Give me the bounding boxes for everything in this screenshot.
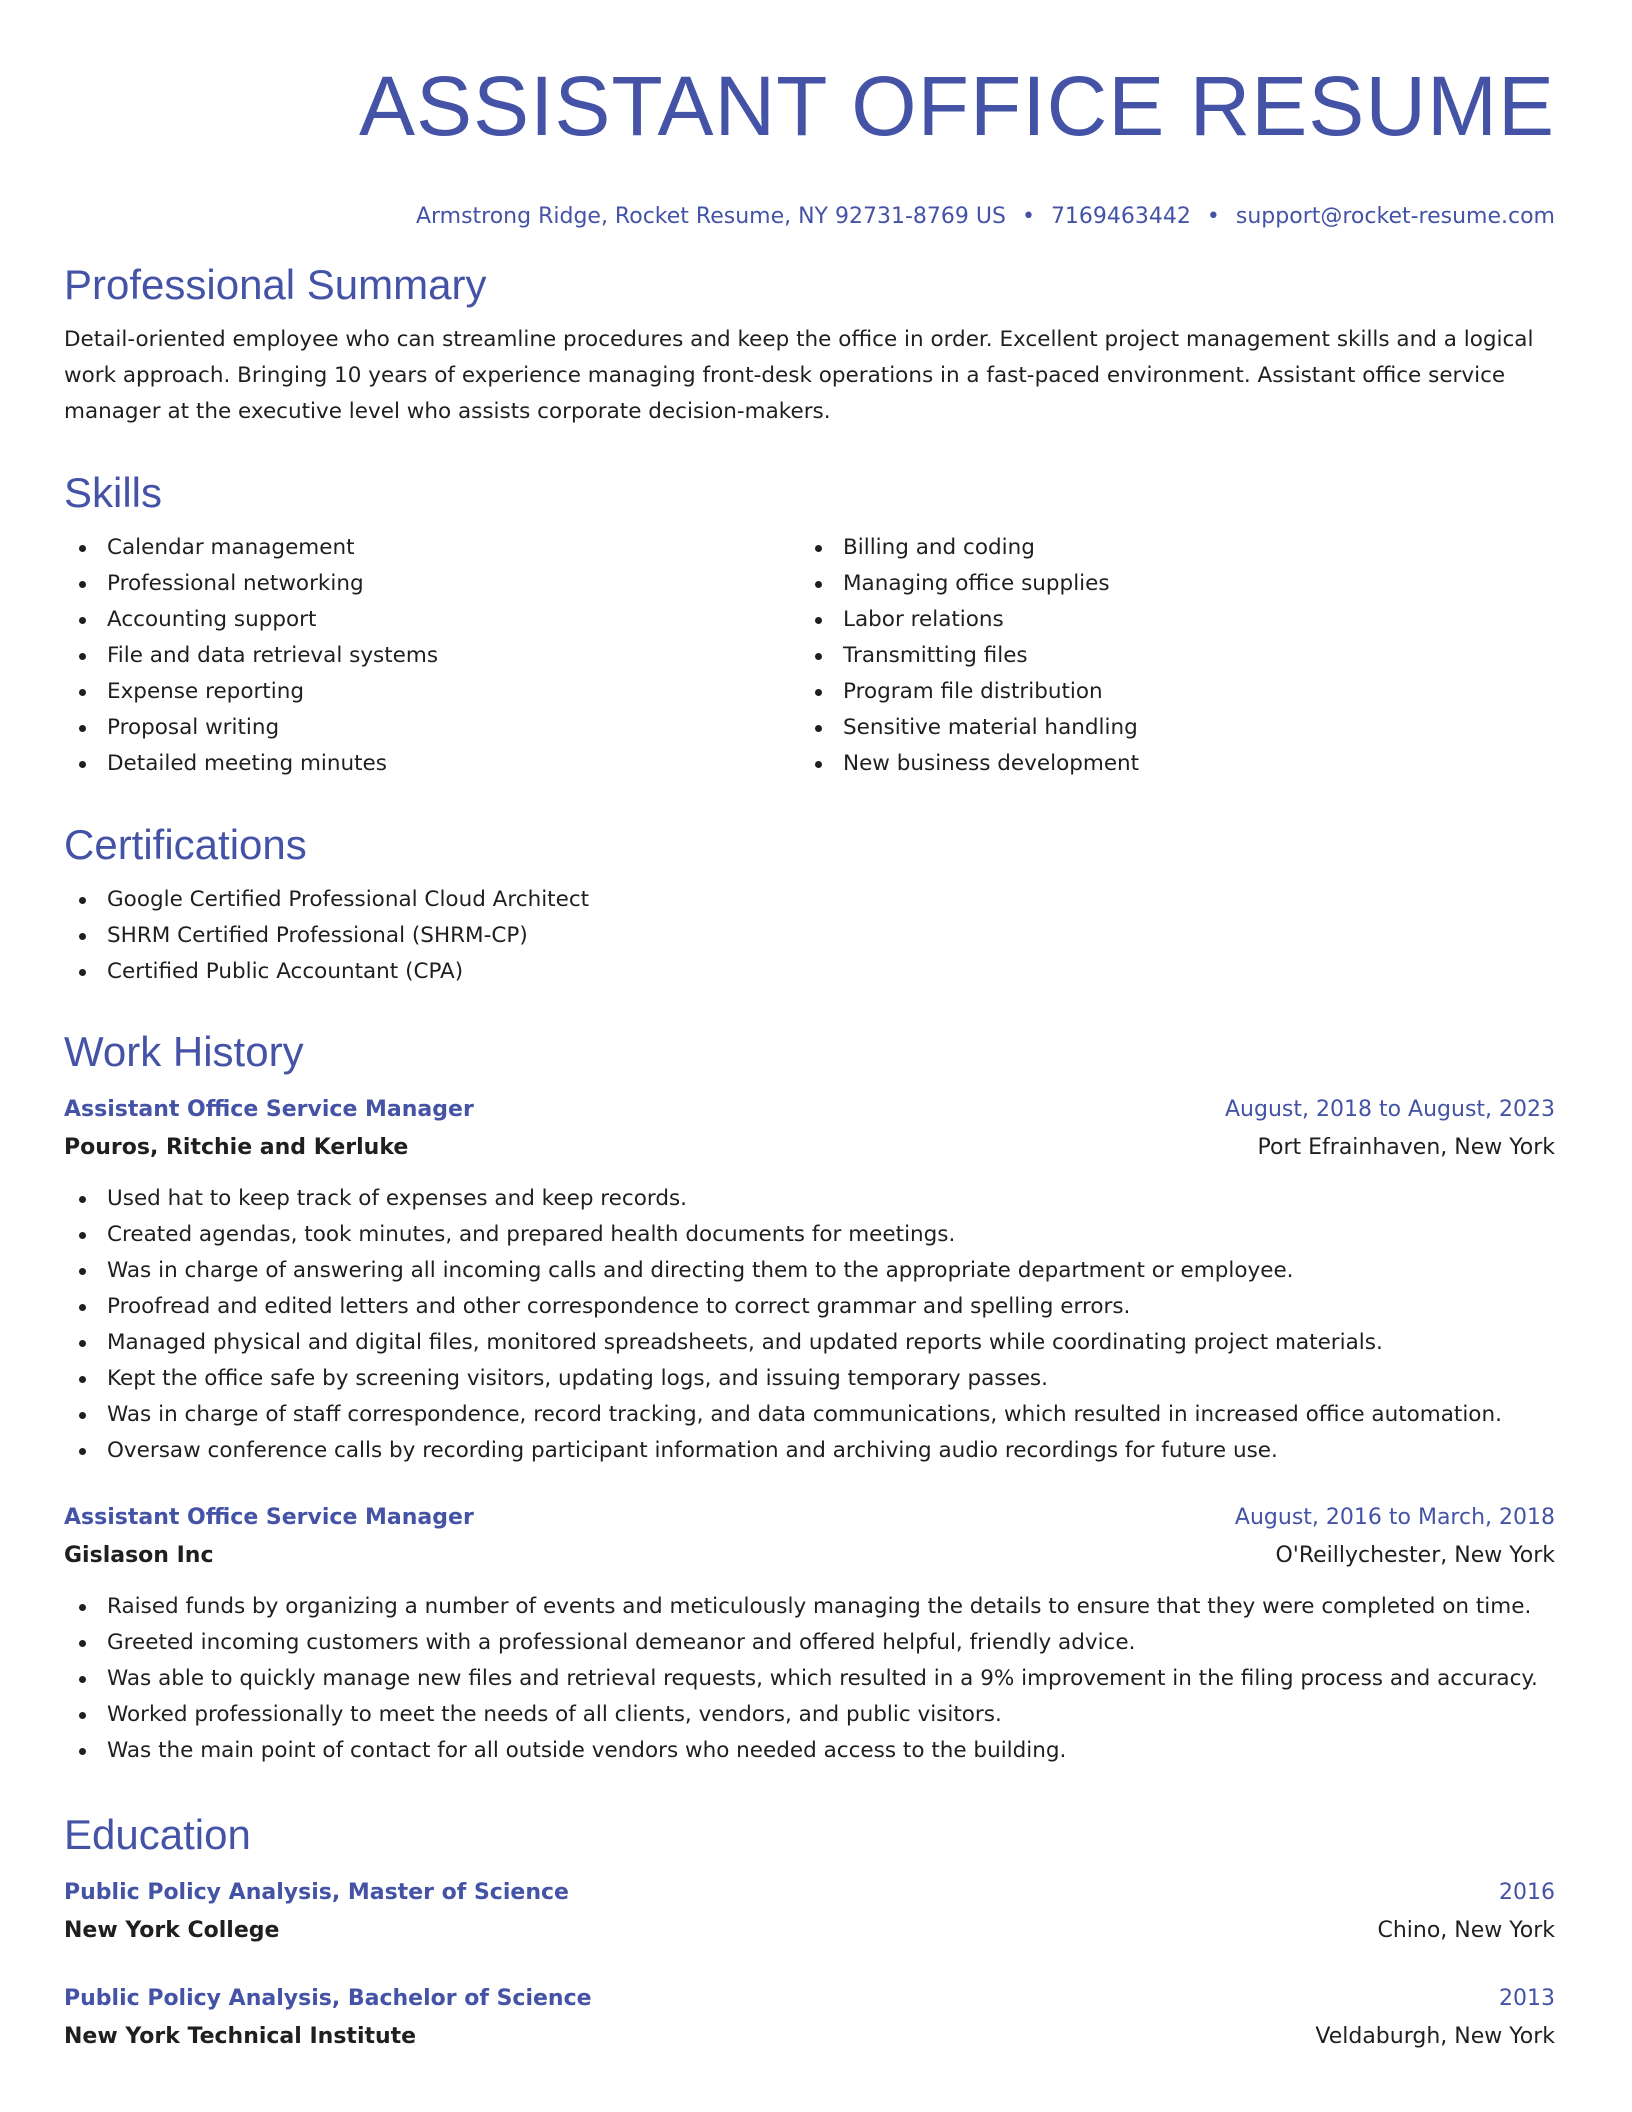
job-header-row <box>64 1499 1555 1537</box>
job-bullet: Worked professionally to meet the needs of all clients, vendors, and public visitors. <box>64 1697 1555 1733</box>
skills-heading: Skills <box>64 469 163 516</box>
summary-heading: Professional Summary <box>64 261 487 308</box>
education-school-row <box>64 2018 1555 2056</box>
job-bullet: Was the main point of contact for all outside vendors who needed access to the building. <box>64 1733 1555 1769</box>
job-company: Gislason Inc <box>64 1543 214 1568</box>
education-header-row <box>64 1980 1555 2018</box>
job-bullet: Kept the office safe by screening visitors, updating logs, and issuing temporary passes. <box>64 1361 1555 1397</box>
certification-item: Certified Public Accountant (CPA) <box>64 954 1555 990</box>
contact-email: support@rocket-resume.com <box>1235 204 1555 229</box>
education-heading: Education <box>64 1811 251 1858</box>
education-year: 2016 <box>1499 1880 1555 1905</box>
education-degree: Public Policy Analysis, Master of Science <box>64 1880 569 1905</box>
skill-item: Billing and coding <box>800 530 1536 566</box>
job-bullet: Managed physical and digital files, monitored spreadsheets, and updated reports while coordinating project materials. <box>64 1325 1555 1361</box>
skill-item: New business development <box>800 746 1536 782</box>
certifications-list <box>64 882 1555 990</box>
education-degree: Public Policy Analysis, Bachelor of Science <box>64 1986 592 2011</box>
skills-list-left <box>64 530 800 782</box>
education-school: New York College <box>64 1918 280 1943</box>
education-school: New York Technical Institute <box>64 2024 417 2049</box>
skill-item: Calendar management <box>64 530 800 566</box>
skill-item: Expense reporting <box>64 674 800 710</box>
job-company: Pouros, Ritchie and Kerluke <box>64 1135 409 1160</box>
skill-item: Sensitive material handling <box>800 710 1536 746</box>
resume-title: ASSISTANT OFFICE RESUME <box>358 59 1555 153</box>
job-header-row <box>64 1091 1555 1129</box>
education-location: Veldaburgh, New York <box>1315 2024 1555 2049</box>
job-entry <box>64 1091 1555 1469</box>
skill-item: Labor relations <box>800 602 1536 638</box>
certifications-heading: Certifications <box>64 821 307 868</box>
job-dates: August, 2018 to August, 2023 <box>1225 1097 1555 1122</box>
job-company-row <box>64 1537 1555 1575</box>
job-bullet: Oversaw conference calls by recording participant information and archiving audio recordings for future use. <box>64 1433 1555 1469</box>
work-history-heading: Work History <box>64 1028 304 1075</box>
education-entry <box>64 1874 1555 1950</box>
resume-page <box>64 0 1555 2049</box>
job-location: Port Efrainhaven, New York <box>1257 1135 1555 1160</box>
contact-separator: • <box>1021 204 1035 229</box>
job-entry <box>64 1499 1555 1769</box>
contact-phone: 7169463442 <box>1050 204 1191 229</box>
job-bullets <box>64 1181 1555 1469</box>
job-location: O'Reillychester, New York <box>1275 1543 1555 1568</box>
job-title: Assistant Office Service Manager <box>64 1505 474 1530</box>
certification-item: SHRM Certified Professional (SHRM-CP) <box>64 918 1555 954</box>
skill-item: Transmitting files <box>800 638 1536 674</box>
job-bullet: Raised funds by organizing a number of events and meticulously managing the details to ensure that they were completed on time. <box>64 1589 1555 1625</box>
job-bullet: Was able to quickly manage new files and retrieval requests, which resulted in a 9% improvement in the filing process and accuracy. <box>64 1661 1555 1697</box>
skill-item: File and data retrieval systems <box>64 638 800 674</box>
job-company-row <box>64 1129 1555 1167</box>
job-title: Assistant Office Service Manager <box>64 1097 474 1122</box>
education-section <box>64 1810 1555 2056</box>
skills-section <box>64 468 1555 782</box>
certification-item: Google Certified Professional Cloud Architect <box>64 882 1555 918</box>
education-location: Chino, New York <box>1377 1918 1555 1943</box>
job-bullet: Greeted incoming customers with a professional demeanor and offered helpful, friendly advice. <box>64 1625 1555 1661</box>
job-bullet: Used hat to keep track of expenses and keep records. <box>64 1181 1555 1217</box>
skills-list-right <box>800 530 1536 782</box>
summary-section <box>64 260 1555 430</box>
skill-item: Program file distribution <box>800 674 1536 710</box>
skill-item: Proposal writing <box>64 710 800 746</box>
job-bullets <box>64 1589 1555 1769</box>
education-entry <box>64 1980 1555 2056</box>
skill-item: Detailed meeting minutes <box>64 746 800 782</box>
summary-text: Detail-oriented employee who can streamline procedures and keep the office in order. Excellent project management skills and a logical work approach. Bringing 10 years of experience managing front-desk operations in a fast-paced environment. Assistant office service manager at the executive level who assists corporate decision-makers. <box>64 327 1534 424</box>
skill-item: Accounting support <box>64 602 800 638</box>
education-school-row <box>64 1912 1555 1950</box>
education-header-row <box>64 1874 1555 1912</box>
certifications-section <box>64 820 1555 990</box>
job-bullet: Created agendas, took minutes, and prepared health documents for meetings. <box>64 1217 1555 1253</box>
job-dates: August, 2016 to March, 2018 <box>1234 1505 1555 1530</box>
contact-line <box>64 202 1555 232</box>
skills-grid <box>64 530 1555 782</box>
contact-separator: • <box>1206 204 1220 229</box>
skill-item: Managing office supplies <box>800 566 1536 602</box>
skill-item: Professional networking <box>64 566 800 602</box>
job-bullet: Was in charge of staff correspondence, record tracking, and data communications, which resulted in increased office automation. <box>64 1397 1555 1433</box>
education-year: 2013 <box>1499 1986 1555 2011</box>
job-bullet: Was in charge of answering all incoming calls and directing them to the appropriate department or employee. <box>64 1253 1555 1289</box>
work-history-section <box>64 1027 1555 1769</box>
contact-address: Armstrong Ridge, Rocket Resume, NY 92731-8769 US <box>415 204 1006 229</box>
job-bullet: Proofread and edited letters and other correspondence to correct grammar and spelling errors. <box>64 1289 1555 1325</box>
